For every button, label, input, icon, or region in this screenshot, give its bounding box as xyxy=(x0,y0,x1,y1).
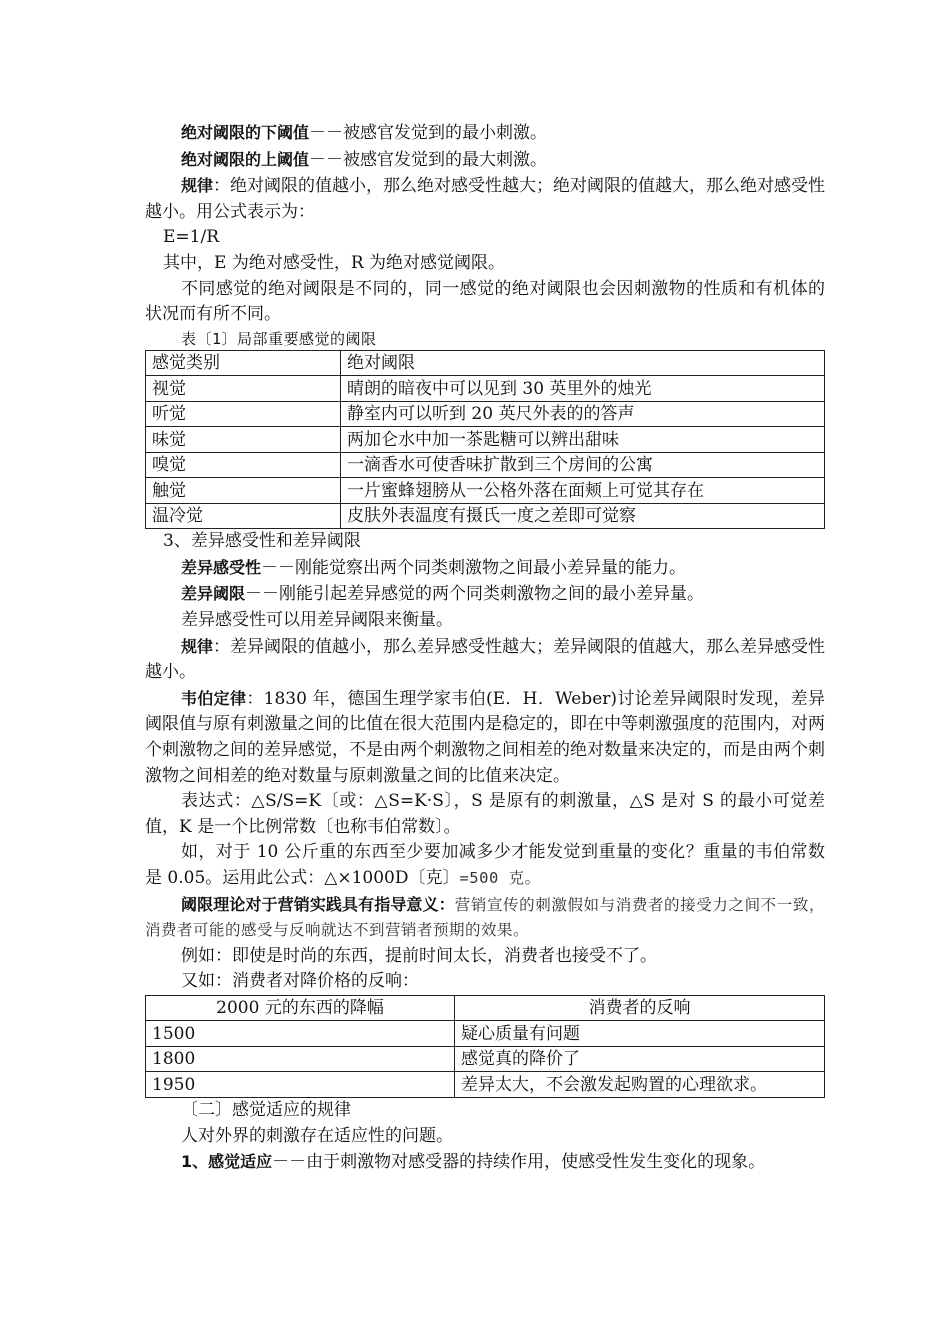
table-row xyxy=(146,376,825,402)
example-fashion-paragraph: 例如：即使是时尚的东西，提前时间太长，消费者也接受不了。 xyxy=(181,945,657,966)
absolute-rule-text: ：绝对阈限的值越小，那么绝对感受性越大；绝对阈限的值越大，那么绝对感受性越小。用公式表示为： xyxy=(145,176,826,222)
table-header-cell: 2000 元的东西的降幅 xyxy=(146,995,455,1021)
section-heading-difference: 3、差异感受性和差异阈限 xyxy=(163,531,361,552)
table-cell: 1800 xyxy=(146,1046,455,1072)
table-cell: 一滴香水可使香味扩散到三个房间的公寓 xyxy=(341,452,825,478)
table-cell: 两加仑水中加一茶匙糖可以辨出甜味 xyxy=(341,427,825,453)
table-row xyxy=(146,427,825,453)
example-weight-text: 如，对于 10 公斤重的东西至少要加减多少才能发觉到重量的变化？重量的韦伯常数是 0.05。运用此公式：△×1000D〔克〕 xyxy=(145,842,825,888)
example-weight-paragraph xyxy=(145,840,825,891)
difference-sensitivity-term: 差异感受性 xyxy=(181,557,262,577)
table-row xyxy=(146,401,825,427)
absolute-rule-paragraph xyxy=(145,173,825,225)
difference-sensitivity-text: －－刚能觉察出两个同类刺激物之间最小差异量的能力。 xyxy=(261,557,687,578)
difference-rule-paragraph xyxy=(145,634,825,686)
table-header-cell: 绝对阈限 xyxy=(341,350,825,376)
table-row xyxy=(146,478,825,504)
sensory-adaptation-text: －－由于刺激物对感受器的持续作用，使感受性发生变化的现象。 xyxy=(272,1152,766,1173)
example-price-paragraph: 又如：消费者对降价格的反响： xyxy=(181,971,419,992)
sensory-adaptation-term: 1、感觉适应 xyxy=(181,1152,273,1172)
sensory-threshold-table xyxy=(145,350,825,530)
table-cell: 晴朗的暗夜中可以见到 30 英里外的烛光 xyxy=(341,376,825,402)
absolute-rule-term: 规律 xyxy=(181,176,214,196)
weber-law-term: 韦伯定律 xyxy=(181,688,247,708)
table1-caption: 表〔1〕局部重要感觉的阈限 xyxy=(181,329,377,348)
formula-line: E=1/R xyxy=(163,227,219,248)
table-cell: 皮肤外表温度有摄氏一度之差即可觉察 xyxy=(341,503,825,529)
lower-threshold-term: 绝对阈限的下阈值 xyxy=(181,123,310,142)
table-row xyxy=(146,1021,825,1047)
formula-description: 其中，E 为绝对感受性，R 为绝对感觉阈限。 xyxy=(163,252,506,273)
example-weight-result: =500 克。 xyxy=(459,868,541,887)
upper-threshold-term: 绝对阈限的上阈值 xyxy=(181,149,310,169)
difference-sensitivity-paragraph xyxy=(145,555,825,582)
table-cell: 温冷觉 xyxy=(146,503,341,529)
table-row xyxy=(146,452,825,478)
section-heading-adaptation: 〔二〕感觉适应的规律 xyxy=(181,1099,351,1120)
table-cell: 一片蜜蜂翅膀从一公格外落在面颊上可觉其存在 xyxy=(341,478,825,504)
table-cell: 1500 xyxy=(146,1021,455,1047)
weber-law-paragraph xyxy=(145,686,825,789)
table-row xyxy=(146,503,825,529)
adaptation-intro-paragraph: 人对外界的刺激存在适应性的问题。 xyxy=(181,1125,453,1146)
difference-threshold-paragraph xyxy=(145,581,825,608)
table-cell: 嗅觉 xyxy=(146,452,341,478)
table-cell: 静室内可以听到 20 英尺外表的的答声 xyxy=(341,401,825,427)
table-cell: 1950 xyxy=(146,1072,455,1098)
sensory-adaptation-paragraph xyxy=(145,1149,825,1176)
table-header-row xyxy=(146,350,825,376)
lower-threshold-text: －－被感官发觉到的最小刺激。 xyxy=(309,123,548,143)
table-cell: 味觉 xyxy=(146,427,341,453)
difference-threshold-term: 差异阈限 xyxy=(181,584,246,604)
table-header-row xyxy=(146,995,825,1021)
table-cell: 疑心质量有问题 xyxy=(455,1021,825,1047)
expression-paragraph: 表达式：△S/S=K〔或：△S=K·S〕，S 是原有的刺激量，△S 是对 S 的最小可觉差值，K 是一个比例常数〔也称韦伯常数〕。 xyxy=(145,791,825,837)
marketing-guidance-text: 营销宣传的刺激假如与消费者的接受力之间不一致，消费者可能的感受与反响就达不到营销者预期的效果。 xyxy=(145,895,825,940)
lower-threshold-paragraph xyxy=(145,120,825,147)
document-page xyxy=(145,120,825,1176)
marketing-guidance-term: 阈限理论对于营销实践具有指导意义： xyxy=(181,894,455,914)
marketing-guidance-paragraph xyxy=(145,892,825,944)
table-cell: 差异太大，不会激发起购置的心理欲求。 xyxy=(455,1072,825,1098)
table-row xyxy=(146,1046,825,1072)
difference-threshold-text: －－刚能引起差异感觉的两个同类刺激物之间的最小差异量。 xyxy=(245,584,705,605)
upper-threshold-text: －－被感官发觉到的最大刺激。 xyxy=(309,149,548,170)
upper-threshold-paragraph xyxy=(145,147,825,174)
price-reaction-table xyxy=(145,995,825,1098)
table-header-cell: 消费者的反响 xyxy=(455,995,825,1021)
table-header-cell: 感觉类别 xyxy=(146,350,341,376)
difference-measure-paragraph: 差异感受性可以用差异阈限来衡量。 xyxy=(181,610,453,631)
table-cell: 视觉 xyxy=(146,376,341,402)
table-cell: 触觉 xyxy=(146,478,341,504)
difference-rule-term: 规律 xyxy=(181,636,214,656)
weber-law-text: ：1830 年，德国生理学家韦伯(E．H．Weber)讨论差异阈限时发现，差异阈限值与原有刺激量之间的比值在很大范围内是稳定的，即在中等刺激强度的范围内，对两个刺激物之间的差异感觉，不是由两个刺激物之间相差的绝对数量来决定的，而是由两个刺激物之间相差的绝对数量与原刺激量之间的比值来决定。 xyxy=(145,688,825,786)
table-cell: 感觉真的降价了 xyxy=(455,1046,825,1072)
table-row xyxy=(146,1072,825,1098)
difference-rule-text: ：差异阈限的值越小，那么差异感受性越大；差异阈限的值越大，那么差异感受性越小。 xyxy=(145,636,826,683)
absolute-threshold-variation-paragraph: 不同感觉的绝对阈限是不同的，同一感觉的绝对阈限也会因刺激物的性质和有机体的状况而有所不同。 xyxy=(145,278,825,325)
table-cell: 听觉 xyxy=(146,401,341,427)
